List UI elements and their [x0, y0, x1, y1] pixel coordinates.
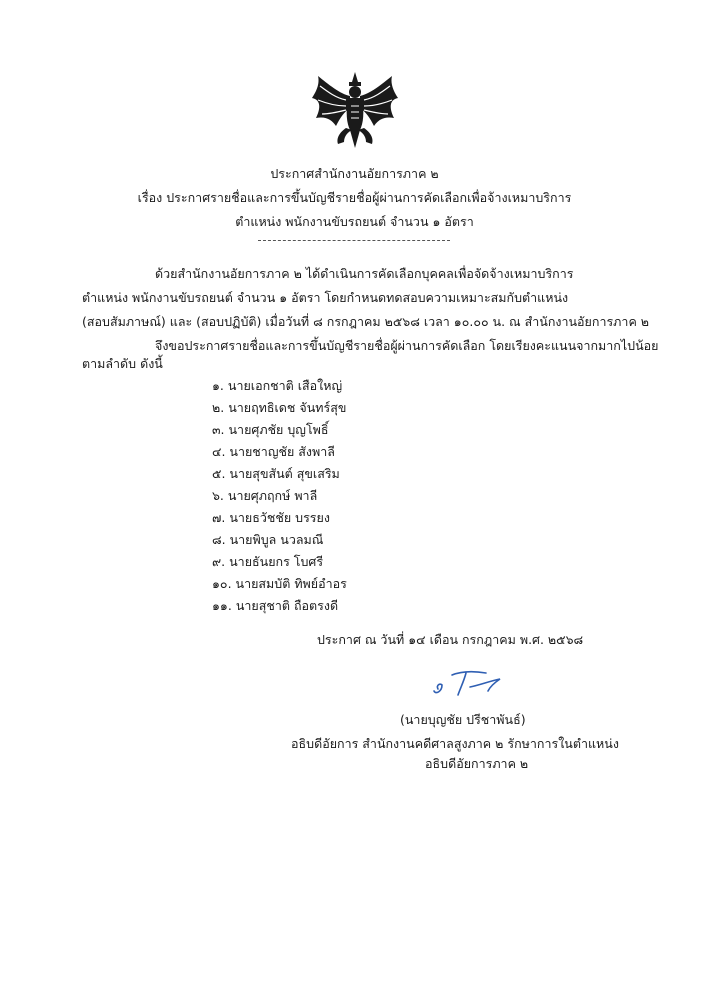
- body-paragraph-1-line-3: (สอบสัมภาษณ์) และ (สอบปฏิบัติ) เมื่อวันที่ ๘ กรกฎาคม ๒๕๖๘ เวลา ๑๐.๐๐ น. ณ สำนักงานอัยการภาค ๒: [82, 314, 650, 329]
- candidate-number: ๑๐.: [212, 576, 232, 591]
- candidate-number: ๗.: [212, 510, 226, 525]
- signatory-position-line-1: อธิบดีอัยการ สำนักงานคดีศาลสูงภาค ๒ รักษาการในตำแหน่ง: [291, 736, 619, 751]
- list-item: [212, 463, 347, 485]
- body-paragraph-1-line-1: ด้วยสำนักงานอัยการภาค ๒ ได้ดำเนินการคัดเลือกบุคคลเพื่อจัดจ้างเหมาบริการ: [155, 266, 574, 281]
- candidate-name: นายพิบูล นวลมณี: [229, 532, 324, 547]
- candidate-name: นายฤทธิเดช จันทร์สุข: [228, 400, 347, 415]
- list-item: [212, 441, 347, 463]
- announcement-position: ตำแหน่ง พนักงานขับรถยนต์ จำนวน ๑ อัตรา: [235, 214, 474, 229]
- candidate-number: ๒.: [212, 400, 225, 415]
- announcement-date: ประกาศ ณ วันที่ ๑๔ เดือน กรกฎาคม พ.ศ. ๒๕๖๘: [317, 632, 584, 647]
- candidate-name: นายสมบัติ ทิพย์อำอร: [235, 576, 347, 591]
- list-item: [212, 419, 347, 441]
- list-item: [212, 507, 347, 529]
- list-item: [212, 485, 347, 507]
- announcement-title: ประกาศสำนักงานอัยการภาค ๒: [270, 166, 439, 181]
- list-item: [212, 397, 347, 419]
- candidate-name: นายธวัชชัย บรรยง: [229, 510, 330, 525]
- candidate-number: ๑.: [212, 378, 224, 393]
- candidate-number: ๘.: [212, 532, 226, 547]
- candidate-name: นายสุชาติ ถือตรงดี: [235, 598, 339, 613]
- announcement-subject: เรื่อง ประกาศรายชื่อและการขึ้นบัญชีรายชื่อผู้ผ่านการคัดเลือกเพื่อจ้างเหมาบริการ: [137, 190, 572, 205]
- candidate-name: นายศุภฤกษ์ พาลี: [227, 488, 318, 503]
- candidate-name: นายชาญชัย สังพาลี: [229, 444, 335, 459]
- candidate-number: ๓.: [212, 422, 225, 437]
- candidate-name: นายเอกชาติ เสือใหญ่: [227, 378, 343, 393]
- signatory-position-line-2: อธิบดีอัยการภาค ๒: [425, 756, 529, 771]
- candidate-number: ๕.: [212, 466, 226, 481]
- signatory-name: (นายบุญชัย ปรีชาพันธ์): [400, 712, 526, 727]
- candidate-list: [212, 375, 347, 617]
- list-item: [212, 529, 347, 551]
- list-item: [212, 595, 347, 617]
- body-paragraph-2-line-1: จึงขอประกาศรายชื่อและการขึ้นบัญชีรายชื่อผู้ผ่านการคัดเลือก โดยเรียงคะแนนจากมากไปน้อย: [155, 338, 659, 353]
- candidate-number: ๑๑.: [212, 598, 232, 613]
- handwritten-signature-icon: [430, 665, 520, 701]
- candidate-number: ๔.: [212, 444, 226, 459]
- list-item: [212, 375, 347, 397]
- candidate-name: นายสุขสันต์ สุขเสริม: [229, 466, 340, 481]
- body-paragraph-2-line-2: ตามลำดับ ดังนี้: [82, 356, 163, 371]
- list-item: [212, 551, 347, 573]
- candidate-number: ๙.: [212, 554, 226, 569]
- candidate-name: นายธันยกร โบศรี: [229, 554, 324, 569]
- list-item: [212, 573, 347, 595]
- candidate-name: นายศุภชัย บุญโพธิ์: [228, 422, 329, 437]
- body-paragraph-1-line-2: ตำแหน่ง พนักงานขับรถยนต์ จำนวน ๑ อัตรา โดยกำหนดทดสอบความเหมาะสมกับตำแหน่ง: [82, 290, 569, 305]
- garuda-emblem-icon: [310, 70, 400, 150]
- header-divider: [258, 240, 450, 241]
- candidate-number: ๖.: [212, 488, 224, 503]
